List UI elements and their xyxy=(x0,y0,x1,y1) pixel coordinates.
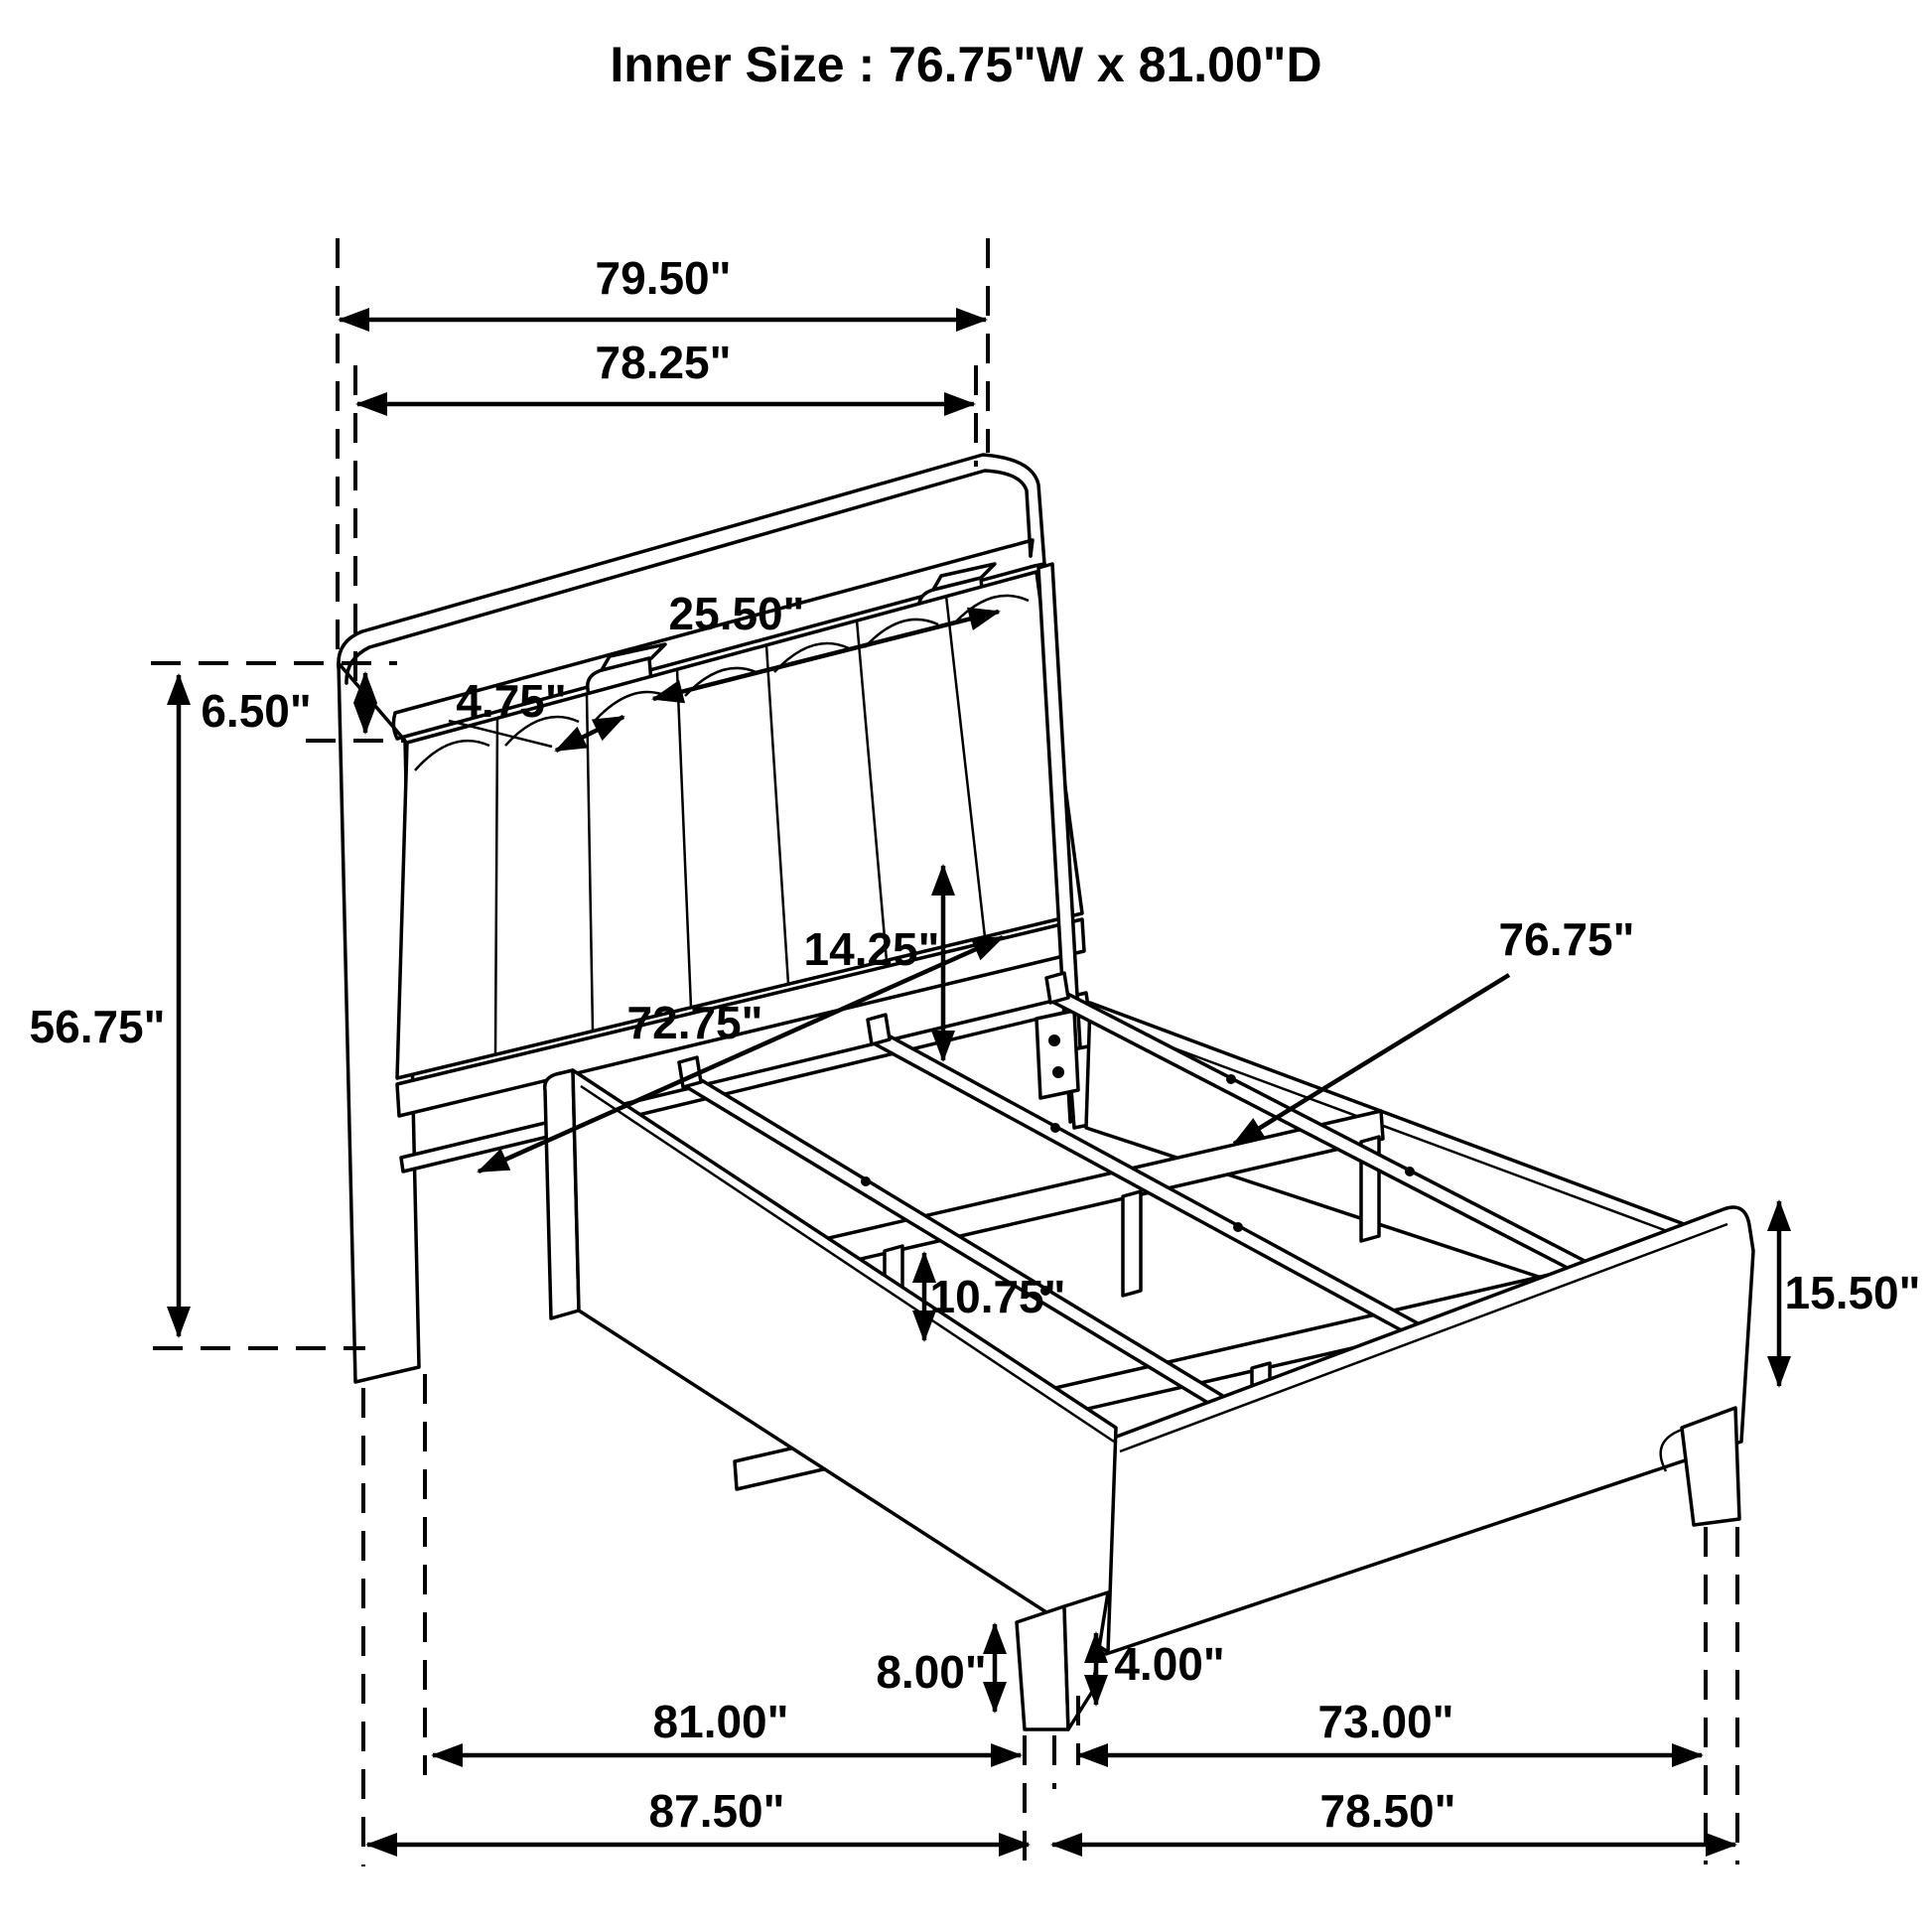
dim-outer-width xyxy=(340,252,986,320)
slat-rail-3-end xyxy=(1046,973,1068,1003)
dim-foot-inner-span xyxy=(1078,1696,1702,1755)
slat-screw xyxy=(1050,1123,1060,1133)
footboard-height-label: 15.50" xyxy=(1784,1267,1921,1318)
front-left-leg-front-face xyxy=(1017,1606,1068,1729)
dim-inner-depth xyxy=(433,1696,1021,1755)
left-side-rail-face xyxy=(573,1070,1116,1652)
front-leg-height-label: 8.00" xyxy=(876,1646,987,1698)
rail-bracket xyxy=(1036,1011,1078,1098)
foot-inner-span-label: 73.00" xyxy=(1317,1696,1454,1747)
inner-length-label: 72.75" xyxy=(626,997,763,1048)
footboard-right-leg xyxy=(1682,1408,1739,1525)
shelf-height-label: 6.50" xyxy=(201,685,312,737)
dim-overall-depth xyxy=(367,1785,1029,1845)
dim-footboard-height xyxy=(1779,1201,1920,1386)
outer-width-label: 79.50" xyxy=(595,252,732,304)
front-left-leg-side-face xyxy=(1064,1592,1108,1729)
center-leg-height-label: 10.75" xyxy=(929,1271,1066,1322)
dim-headboard-height xyxy=(30,675,179,1336)
slat-screw xyxy=(1405,1167,1415,1176)
slat-length-label: 76.75" xyxy=(1498,913,1635,965)
rail-offset-label: 14.25" xyxy=(803,923,940,975)
slat-screw xyxy=(861,1176,871,1186)
slat-screw xyxy=(1226,1074,1236,1084)
bracket-hole-bottom xyxy=(1052,1066,1064,1078)
dim-headboard-width xyxy=(357,337,974,404)
slat-screw xyxy=(1233,1222,1243,1232)
dim-front-leg-height xyxy=(876,1624,995,1712)
dim-slat-length xyxy=(1234,913,1634,1144)
headboard-width-label: 78.25" xyxy=(595,337,732,388)
shelf-opening-label: 25.50" xyxy=(668,588,805,639)
side-rail-length-label: 78.50" xyxy=(1319,1785,1456,1837)
divider-gap-label: 4.75" xyxy=(456,675,567,727)
back-leg-height-label: 4.00" xyxy=(1114,1638,1225,1690)
diagram-title: Inner Size : 76.75"W x 81.00"D xyxy=(610,37,1322,92)
headboard-height-label: 56.75" xyxy=(29,1001,166,1052)
slat-rail-2-end xyxy=(868,1015,890,1044)
bracket-hole-top xyxy=(1048,1035,1060,1046)
dim-back-leg-height xyxy=(1096,1633,1225,1705)
dim-side-rail-length xyxy=(1052,1785,1735,1845)
footboard-face xyxy=(1106,1207,1753,1654)
overall-depth-label: 87.50" xyxy=(648,1785,785,1837)
footboard xyxy=(1106,1207,1753,1654)
inner-depth-label: 81.00" xyxy=(652,1696,789,1747)
